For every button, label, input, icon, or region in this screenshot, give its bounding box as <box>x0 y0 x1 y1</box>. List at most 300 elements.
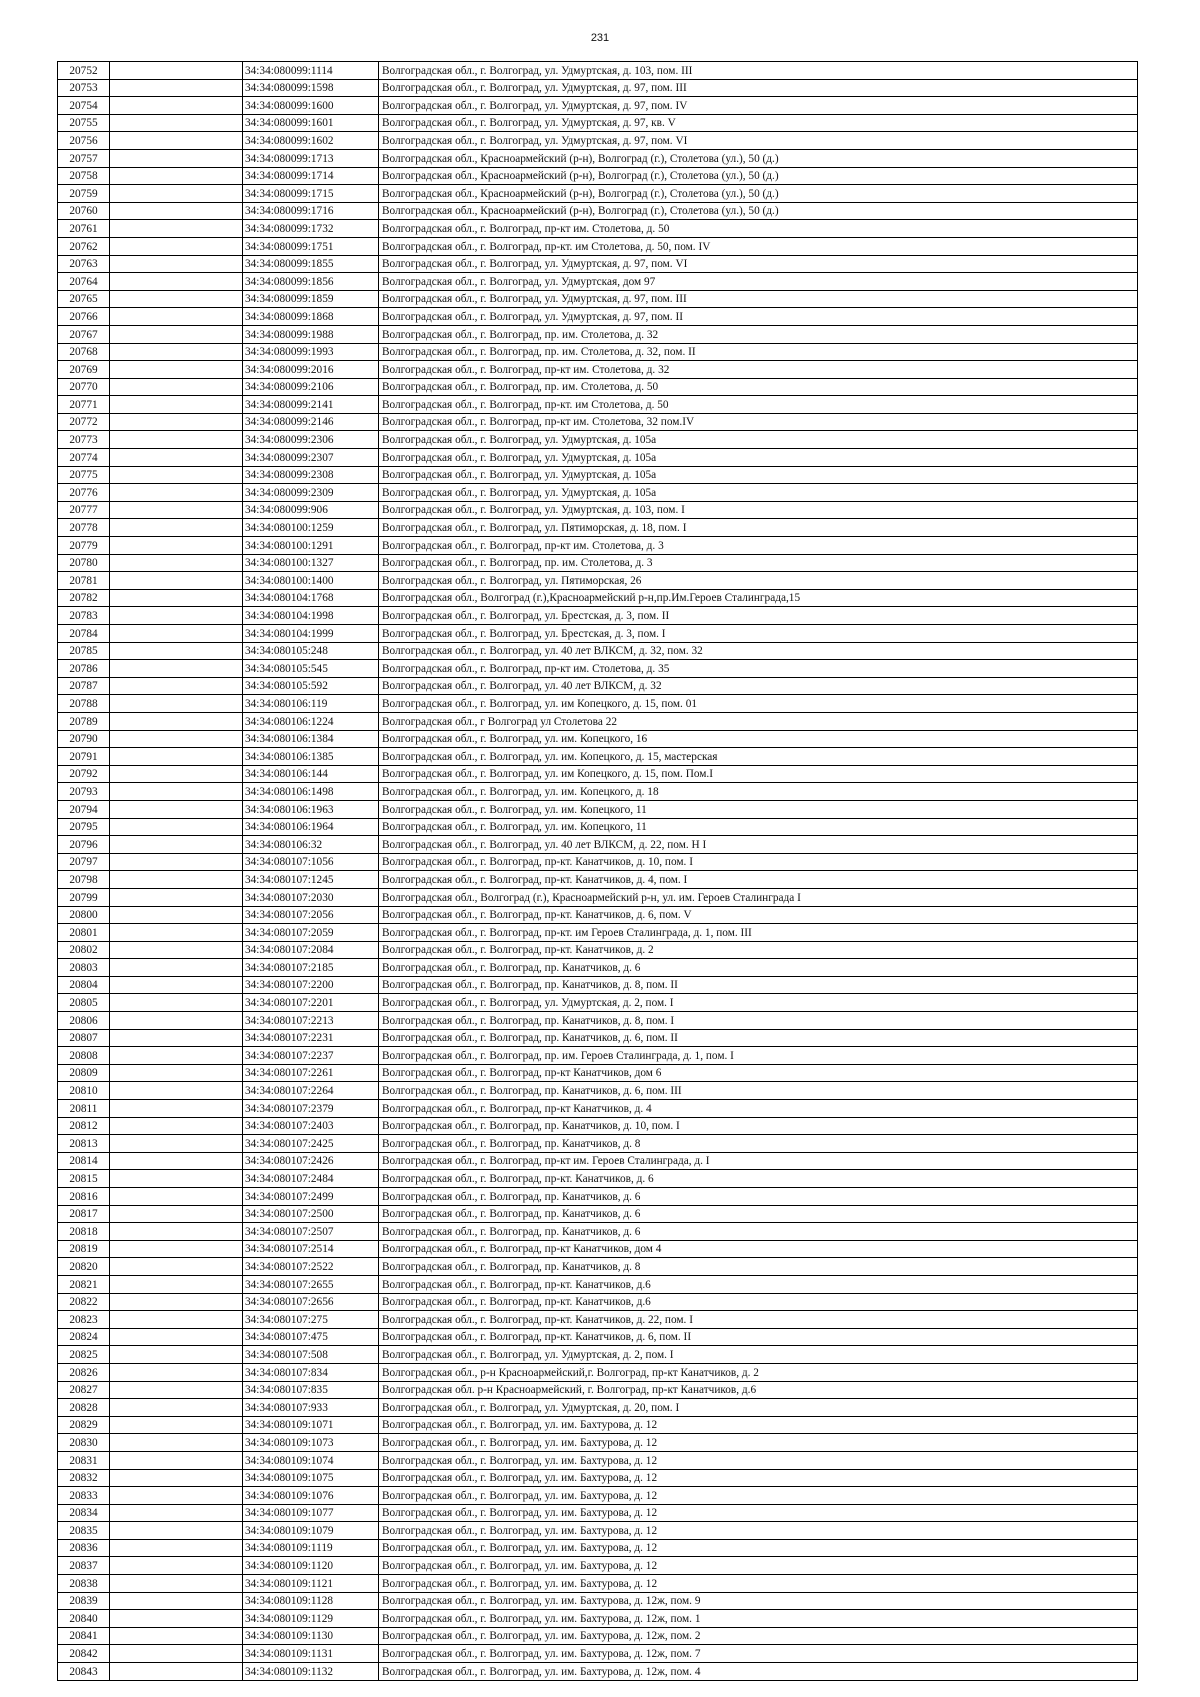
row-number-cell: 20822 <box>58 1293 110 1311</box>
cadastral-number-cell: 34:34:080099:2141 <box>243 396 379 414</box>
empty-cell <box>110 1592 243 1610</box>
address-cell: Волгоградская обл., р-н Красноармейский,г. Волгоград, пр-кт Канатчиков, д. 2 <box>379 1363 1138 1381</box>
row-number-cell: 20780 <box>58 554 110 572</box>
table-row <box>58 1451 1138 1469</box>
address-cell: Волгоградская обл., г. Волгоград, пр-кт им. Столетова, д. 3 <box>379 537 1138 555</box>
empty-cell <box>110 730 243 748</box>
empty-cell <box>110 1012 243 1030</box>
empty-cell <box>110 1451 243 1469</box>
address-cell: Волгоградская обл., г. Волгоград, ул. им. Бахтурова, д. 12ж, пом. 7 <box>379 1645 1138 1663</box>
row-number-cell: 20789 <box>58 712 110 730</box>
table-row <box>58 1575 1138 1593</box>
registry-table <box>57 61 1138 1681</box>
cadastral-number-cell: 34:34:080099:2308 <box>243 466 379 484</box>
empty-cell <box>110 343 243 361</box>
cadastral-number-cell: 34:34:080099:2016 <box>243 361 379 379</box>
cadastral-number-cell: 34:34:080107:275 <box>243 1311 379 1329</box>
cadastral-number-cell: 34:34:080099:1716 <box>243 202 379 220</box>
address-cell: Волгоградская обл., г. Волгоград, пр-кт им. Столетова, 32 пом.IV <box>379 413 1138 431</box>
empty-cell <box>110 1557 243 1575</box>
address-cell: Волгоградская обл., г. Волгоград, пр-кт Канатчиков, дом 6 <box>379 1064 1138 1082</box>
cadastral-number-cell: 34:34:080107:2403 <box>243 1117 379 1135</box>
empty-cell <box>110 361 243 379</box>
row-number-cell: 20809 <box>58 1064 110 1082</box>
row-number-cell: 20811 <box>58 1100 110 1118</box>
table-row <box>58 466 1138 484</box>
cadastral-number-cell: 34:34:080109:1075 <box>243 1469 379 1487</box>
address-cell: Волгоградская обл., г. Волгоград, ул. Удмуртская, д. 97, пом. II <box>379 308 1138 326</box>
row-number-cell: 20777 <box>58 501 110 519</box>
cadastral-number-cell: 34:34:080109:1071 <box>243 1416 379 1434</box>
cadastral-number-cell: 34:34:080107:933 <box>243 1399 379 1417</box>
cadastral-number-cell: 34:34:080107:2261 <box>243 1064 379 1082</box>
row-number-cell: 20785 <box>58 642 110 660</box>
row-number-cell: 20764 <box>58 273 110 291</box>
empty-cell <box>110 1029 243 1047</box>
table-row <box>58 1029 1138 1047</box>
empty-cell <box>110 1223 243 1241</box>
row-number-cell: 20760 <box>58 202 110 220</box>
cadastral-number-cell: 34:34:080106:1964 <box>243 818 379 836</box>
address-cell: Волгоградская обл., г. Волгоград, ул. Удмуртская, д. 2, пом. I <box>379 1346 1138 1364</box>
empty-cell <box>110 167 243 185</box>
row-number-cell: 20762 <box>58 237 110 255</box>
cadastral-number-cell: 34:34:080099:1598 <box>243 79 379 97</box>
empty-cell <box>110 1627 243 1645</box>
cadastral-number-cell: 34:34:080106:32 <box>243 836 379 854</box>
row-number-cell: 20833 <box>58 1487 110 1505</box>
row-number-cell: 20807 <box>58 1029 110 1047</box>
cadastral-number-cell: 34:34:080109:1121 <box>243 1575 379 1593</box>
address-cell: Волгоградская обл., г. Волгоград, пр. Канатчиков, д. 6 <box>379 959 1138 977</box>
empty-cell <box>110 484 243 502</box>
empty-cell <box>110 501 243 519</box>
empty-cell <box>110 1170 243 1188</box>
address-cell: Волгоградская обл., г. Волгоград, ул. им. Бахтурова, д. 12 <box>379 1504 1138 1522</box>
empty-cell <box>110 1399 243 1417</box>
empty-cell <box>110 1117 243 1135</box>
empty-cell <box>110 431 243 449</box>
table-row <box>58 1416 1138 1434</box>
empty-cell <box>110 325 243 343</box>
row-number-cell: 20779 <box>58 537 110 555</box>
address-cell: Волгоградская обл., г. Волгоград, пр-кт. Канатчиков, д. 10, пом. I <box>379 853 1138 871</box>
address-cell: Волгоградская обл., г. Волгоград, ул. им. Бахтурова, д. 12 <box>379 1434 1138 1452</box>
address-cell: Волгоградская обл., г. Волгоград, ул. Пятиморская, д. 18, пом. I <box>379 519 1138 537</box>
empty-cell <box>110 765 243 783</box>
cadastral-number-cell: 34:34:080107:2084 <box>243 941 379 959</box>
table-row <box>58 1047 1138 1065</box>
row-number-cell: 20770 <box>58 378 110 396</box>
empty-cell <box>110 924 243 942</box>
address-cell: Волгоградская обл., г. Волгоград, пр. Канатчиков, д. 8 <box>379 1258 1138 1276</box>
cadastral-number-cell: 34:34:080109:1076 <box>243 1487 379 1505</box>
address-cell: Волгоградская обл., г. Волгоград, пр-кт. Канатчиков, д. 2 <box>379 941 1138 959</box>
cadastral-number-cell: 34:34:080100:1291 <box>243 537 379 555</box>
table-row <box>58 1663 1138 1681</box>
registry-body <box>58 62 1138 1681</box>
cadastral-number-cell: 34:34:080099:2306 <box>243 431 379 449</box>
table-row <box>58 941 1138 959</box>
address-cell: Волгоградская обл., Красноармейский (р-н), Волгоград (г.), Столетова (ул.), 50 (д.) <box>379 149 1138 167</box>
address-cell: Волгоградская обл., г. Волгоград, пр. Канатчиков, д. 6, пом. III <box>379 1082 1138 1100</box>
table-row <box>58 132 1138 150</box>
cadastral-number-cell: 34:34:080109:1131 <box>243 1645 379 1663</box>
empty-cell <box>110 1610 243 1628</box>
cadastral-number-cell: 34:34:080099:1601 <box>243 114 379 132</box>
row-number-cell: 20756 <box>58 132 110 150</box>
cadastral-number-cell: 34:34:080109:1120 <box>243 1557 379 1575</box>
cadastral-number-cell: 34:34:080107:2237 <box>243 1047 379 1065</box>
empty-cell <box>110 625 243 643</box>
row-number-cell: 20803 <box>58 959 110 977</box>
table-row <box>58 976 1138 994</box>
cadastral-number-cell: 34:34:080106:1224 <box>243 712 379 730</box>
empty-cell <box>110 273 243 291</box>
address-cell: Волгоградская обл., г. Волгоград, пр-кт. Канатчиков, д. 4, пом. I <box>379 871 1138 889</box>
table-row <box>58 554 1138 572</box>
table-row <box>58 1311 1138 1329</box>
cadastral-number-cell: 34:34:080107:2201 <box>243 994 379 1012</box>
row-number-cell: 20768 <box>58 343 110 361</box>
address-cell: Волгоградская обл., г. Волгоград, пр-кт им. Столетова, д. 50 <box>379 220 1138 238</box>
table-row <box>58 361 1138 379</box>
cadastral-number-cell: 34:34:080107:2379 <box>243 1100 379 1118</box>
empty-cell <box>110 1135 243 1153</box>
table-row <box>58 1469 1138 1487</box>
row-number-cell: 20818 <box>58 1223 110 1241</box>
table-row <box>58 1293 1138 1311</box>
table-row <box>58 1557 1138 1575</box>
table-row <box>58 1240 1138 1258</box>
address-cell: Волгоградская обл., г. Волгоград, пр-кт. Канатчиков, д. 6 <box>379 1170 1138 1188</box>
address-cell: Волгоградская обл., г. Волгоград, пр. Канатчиков, д. 6 <box>379 1188 1138 1206</box>
address-cell: Волгоградская обл., г. Волгоград, пр. им. Столетова, д. 50 <box>379 378 1138 396</box>
cadastral-number-cell: 34:34:080099:1713 <box>243 149 379 167</box>
address-cell: Волгоградская обл., Красноармейский (р-н), Волгоград (г.), Столетова (ул.), 50 (д.) <box>379 167 1138 185</box>
table-row <box>58 308 1138 326</box>
row-number-cell: 20817 <box>58 1205 110 1223</box>
address-cell: Волгоградская обл., г. Волгоград, ул. Брестская, д. 3, пом. II <box>379 607 1138 625</box>
row-number-cell: 20754 <box>58 97 110 115</box>
cadastral-number-cell: 34:34:080107:2231 <box>243 1029 379 1047</box>
row-number-cell: 20786 <box>58 660 110 678</box>
cadastral-number-cell: 34:34:080107:1245 <box>243 871 379 889</box>
row-number-cell: 20771 <box>58 396 110 414</box>
address-cell: Волгоградская обл., г. Волгоград, ул. им. Копецкого, д. 18 <box>379 783 1138 801</box>
row-number-cell: 20772 <box>58 413 110 431</box>
table-row <box>58 413 1138 431</box>
cadastral-number-cell: 34:34:080099:1855 <box>243 255 379 273</box>
empty-cell <box>110 519 243 537</box>
empty-cell <box>110 79 243 97</box>
table-row <box>58 783 1138 801</box>
cadastral-number-cell: 34:34:080106:1384 <box>243 730 379 748</box>
table-row <box>58 607 1138 625</box>
table-row <box>58 255 1138 273</box>
cadastral-number-cell: 34:34:080105:545 <box>243 660 379 678</box>
row-number-cell: 20774 <box>58 449 110 467</box>
address-cell: Волгоградская обл., Волгоград (г.), Красноармейский р-н, ул. им. Героев Сталинграда I <box>379 888 1138 906</box>
row-number-cell: 20763 <box>58 255 110 273</box>
address-cell: Волгоградская обл., г. Волгоград, ул. им. Бахтурова, д. 12ж, пом. 4 <box>379 1663 1138 1681</box>
address-cell: Волгоградская обл., г. Волгоград, ул. Удмуртская, д. 105а <box>379 484 1138 502</box>
row-number-cell: 20795 <box>58 818 110 836</box>
empty-cell <box>110 1188 243 1206</box>
address-cell: Волгоградская обл., г. Волгоград, ул. Удмуртская, д. 97, пом. IV <box>379 97 1138 115</box>
empty-cell <box>110 255 243 273</box>
empty-cell <box>110 62 243 80</box>
empty-cell <box>110 554 243 572</box>
cadastral-number-cell: 34:34:080107:2200 <box>243 976 379 994</box>
row-number-cell: 20812 <box>58 1117 110 1135</box>
empty-cell <box>110 853 243 871</box>
table-row <box>58 1346 1138 1364</box>
table-row <box>58 871 1138 889</box>
row-number-cell: 20776 <box>58 484 110 502</box>
empty-cell <box>110 202 243 220</box>
cadastral-number-cell: 34:34:080104:1768 <box>243 589 379 607</box>
table-row <box>58 97 1138 115</box>
table-row <box>58 1627 1138 1645</box>
table-row <box>58 79 1138 97</box>
row-number-cell: 20761 <box>58 220 110 238</box>
cadastral-number-cell: 34:34:080107:1056 <box>243 853 379 871</box>
table-row <box>58 1610 1138 1628</box>
address-cell: Волгоградская обл., г Волгоград ул Столетова 22 <box>379 712 1138 730</box>
table-row <box>58 1012 1138 1030</box>
table-row <box>58 730 1138 748</box>
cadastral-number-cell: 34:34:080107:2213 <box>243 1012 379 1030</box>
cadastral-number-cell: 34:34:080109:1128 <box>243 1592 379 1610</box>
table-row <box>58 185 1138 203</box>
row-number-cell: 20813 <box>58 1135 110 1153</box>
address-cell: Волгоградская обл., г. Волгоград, пр. Канатчиков, д. 6 <box>379 1205 1138 1223</box>
row-number-cell: 20753 <box>58 79 110 97</box>
empty-cell <box>110 589 243 607</box>
address-cell: Волгоградская обл., г. Волгоград, пр. Канатчиков, д. 6 <box>379 1223 1138 1241</box>
row-number-cell: 20796 <box>58 836 110 854</box>
table-row <box>58 836 1138 854</box>
table-row <box>58 149 1138 167</box>
row-number-cell: 20815 <box>58 1170 110 1188</box>
row-number-cell: 20802 <box>58 941 110 959</box>
cadastral-number-cell: 34:34:080109:1074 <box>243 1451 379 1469</box>
empty-cell <box>110 994 243 1012</box>
cadastral-number-cell: 34:34:080099:906 <box>243 501 379 519</box>
cadastral-number-cell: 34:34:080107:508 <box>243 1346 379 1364</box>
empty-cell <box>110 888 243 906</box>
address-cell: Волгоградская обл., г. Волгоград, ул. Удмуртская, д. 97, пом. VI <box>379 255 1138 273</box>
address-cell: Волгоградская обл., г. Волгоград, пр. им. Героев Сталинграда, д. 1, пом. I <box>379 1047 1138 1065</box>
row-number-cell: 20842 <box>58 1645 110 1663</box>
empty-cell <box>110 1047 243 1065</box>
empty-cell <box>110 1064 243 1082</box>
table-row <box>58 1539 1138 1557</box>
row-number-cell: 20800 <box>58 906 110 924</box>
address-cell: Волгоградская обл., г. Волгоград, ул. Удмуртская, д. 105а <box>379 449 1138 467</box>
empty-cell <box>110 1575 243 1593</box>
empty-cell <box>110 783 243 801</box>
empty-cell <box>110 818 243 836</box>
cadastral-number-cell: 34:34:080106:1963 <box>243 800 379 818</box>
cadastral-number-cell: 34:34:080105:592 <box>243 677 379 695</box>
empty-cell <box>110 1346 243 1364</box>
address-cell: Волгоградская обл., Красноармейский (р-н), Волгоград (г.), Столетова (ул.), 50 (д.) <box>379 202 1138 220</box>
address-cell: Волгоградская обл., г. Волгоград, пр-кт Канатчиков, д. 4 <box>379 1100 1138 1118</box>
address-cell: Волгоградская обл., г. Волгоград, ул. им Копецкого, д. 15, пом. 01 <box>379 695 1138 713</box>
table-row <box>58 431 1138 449</box>
empty-cell <box>110 132 243 150</box>
empty-cell <box>110 1205 243 1223</box>
address-cell: Волгоградская обл., Красноармейский (р-н), Волгоград (г.), Столетова (ул.), 50 (д.) <box>379 185 1138 203</box>
address-cell: Волгоградская обл., г. Волгоград, пр. Канатчиков, д. 6, пом. II <box>379 1029 1138 1047</box>
cadastral-number-cell: 34:34:080107:2426 <box>243 1152 379 1170</box>
row-number-cell: 20821 <box>58 1275 110 1293</box>
cadastral-number-cell: 34:34:080099:1714 <box>243 167 379 185</box>
row-number-cell: 20755 <box>58 114 110 132</box>
empty-cell <box>110 114 243 132</box>
empty-cell <box>110 1645 243 1663</box>
cadastral-number-cell: 34:34:080106:144 <box>243 765 379 783</box>
address-cell: Волгоградская обл., г. Волгоград, ул. Удмуртская, д. 97, пом. VI <box>379 132 1138 150</box>
table-row <box>58 378 1138 396</box>
row-number-cell: 20805 <box>58 994 110 1012</box>
table-row <box>58 1188 1138 1206</box>
table-row <box>58 1258 1138 1276</box>
empty-cell <box>110 149 243 167</box>
empty-cell <box>110 1522 243 1540</box>
row-number-cell: 20840 <box>58 1610 110 1628</box>
table-row <box>58 1275 1138 1293</box>
cadastral-number-cell: 34:34:080099:1988 <box>243 325 379 343</box>
table-row <box>58 343 1138 361</box>
row-number-cell: 20781 <box>58 572 110 590</box>
address-cell: Волгоградская обл., г. Волгоград, пр-кт. Канатчиков, д.6 <box>379 1293 1138 1311</box>
table-row <box>58 888 1138 906</box>
table-row <box>58 800 1138 818</box>
table-row <box>58 589 1138 607</box>
row-number-cell: 20828 <box>58 1399 110 1417</box>
address-cell: Волгоградская обл., г. Волгоград, ул. Удмуртская, д. 97, пом. III <box>379 290 1138 308</box>
empty-cell <box>110 237 243 255</box>
row-number-cell: 20769 <box>58 361 110 379</box>
address-cell: Волгоградская обл., г. Волгоград, ул. 40 лет ВЛКСМ, д. 22, пом. Н I <box>379 836 1138 854</box>
cadastral-number-cell: 34:34:080107:2500 <box>243 1205 379 1223</box>
address-cell: Волгоградская обл., г. Волгоград, пр-кт Канатчиков, дом 4 <box>379 1240 1138 1258</box>
address-cell: Волгоградская обл., г. Волгоград, пр-кт. Канатчиков, д. 6, пом. II <box>379 1328 1138 1346</box>
row-number-cell: 20836 <box>58 1539 110 1557</box>
row-number-cell: 20775 <box>58 466 110 484</box>
table-row <box>58 202 1138 220</box>
address-cell: Волгоградская обл., г. Волгоград, пр-кт. Канатчиков, д. 6, пом. V <box>379 906 1138 924</box>
row-number-cell: 20841 <box>58 1627 110 1645</box>
cadastral-number-cell: 34:34:080099:1715 <box>243 185 379 203</box>
row-number-cell: 20778 <box>58 519 110 537</box>
table-row <box>58 167 1138 185</box>
empty-cell <box>110 941 243 959</box>
address-cell: Волгоградская обл., г. Волгоград, ул. Удмуртская, дом 97 <box>379 273 1138 291</box>
address-cell: Волгоградская обл., г. Волгоград, ул. Удмуртская, д. 97, кв. V <box>379 114 1138 132</box>
row-number-cell: 20784 <box>58 625 110 643</box>
row-number-cell: 20810 <box>58 1082 110 1100</box>
row-number-cell: 20801 <box>58 924 110 942</box>
table-row <box>58 237 1138 255</box>
table-row <box>58 1592 1138 1610</box>
table-row <box>58 325 1138 343</box>
table-row <box>58 1223 1138 1241</box>
address-cell: Волгоградская обл., г. Волгоград, ул. им Копецкого, д. 15, пом. Пом.I <box>379 765 1138 783</box>
address-cell: Волгоградская обл., г. Волгоград, ул. Удмуртская, д. 105а <box>379 466 1138 484</box>
row-number-cell: 20793 <box>58 783 110 801</box>
row-number-cell: 20825 <box>58 1346 110 1364</box>
address-cell: Волгоградская обл., г. Волгоград, пр. Канатчиков, д. 8, пом. II <box>379 976 1138 994</box>
row-number-cell: 20819 <box>58 1240 110 1258</box>
address-cell: Волгоградская обл., г. Волгоград, пр-кт им. Столетова, д. 35 <box>379 660 1138 678</box>
address-cell: Волгоградская обл., г. Волгоград, пр-кт. Канатчиков, д. 22, пом. I <box>379 1311 1138 1329</box>
address-cell: Волгоградская обл., г. Волгоград, ул. им. Бахтурова, д. 12 <box>379 1557 1138 1575</box>
empty-cell <box>110 1663 243 1681</box>
cadastral-number-cell: 34:34:080109:1130 <box>243 1627 379 1645</box>
table-row <box>58 572 1138 590</box>
table-row <box>58 1135 1138 1153</box>
row-number-cell: 20758 <box>58 167 110 185</box>
row-number-cell: 20835 <box>58 1522 110 1540</box>
row-number-cell: 20831 <box>58 1451 110 1469</box>
cadastral-number-cell: 34:34:080100:1259 <box>243 519 379 537</box>
cadastral-number-cell: 34:34:080107:2514 <box>243 1240 379 1258</box>
table-row <box>58 853 1138 871</box>
cadastral-number-cell: 34:34:080099:2307 <box>243 449 379 467</box>
address-cell: Волгоградская обл., г. Волгоград, ул. им. Бахтурова, д. 12 <box>379 1539 1138 1557</box>
table-row <box>58 712 1138 730</box>
address-cell: Волгоградская обл., г. Волгоград, ул. им. Копецкого, 11 <box>379 818 1138 836</box>
address-cell: Волгоградская обл., г. Волгоград, ул. Удмуртская, д. 2, пом. I <box>379 994 1138 1012</box>
address-cell: Волгоградская обл., г. Волгоград, ул. им. Бахтурова, д. 12 <box>379 1416 1138 1434</box>
table-row <box>58 1434 1138 1452</box>
table-row <box>58 765 1138 783</box>
empty-cell <box>110 642 243 660</box>
table-row <box>58 1328 1138 1346</box>
empty-cell <box>110 1434 243 1452</box>
table-row <box>58 677 1138 695</box>
empty-cell <box>110 1469 243 1487</box>
row-number-cell: 20843 <box>58 1663 110 1681</box>
cadastral-number-cell: 34:34:080107:2499 <box>243 1188 379 1206</box>
empty-cell <box>110 1381 243 1399</box>
empty-cell <box>110 836 243 854</box>
cadastral-number-cell: 34:34:080106:119 <box>243 695 379 713</box>
row-number-cell: 20759 <box>58 185 110 203</box>
table-row <box>58 994 1138 1012</box>
cadastral-number-cell: 34:34:080104:1999 <box>243 625 379 643</box>
empty-cell <box>110 220 243 238</box>
empty-cell <box>110 976 243 994</box>
empty-cell <box>110 1240 243 1258</box>
table-row <box>58 114 1138 132</box>
row-number-cell: 20837 <box>58 1557 110 1575</box>
empty-cell <box>110 1504 243 1522</box>
row-number-cell: 20757 <box>58 149 110 167</box>
address-cell: Волгоградская обл., г. Волгоград, ул. им. Бахтурова, д. 12 <box>379 1522 1138 1540</box>
cadastral-number-cell: 34:34:080109:1129 <box>243 1610 379 1628</box>
table-row <box>58 695 1138 713</box>
empty-cell <box>110 1487 243 1505</box>
cadastral-number-cell: 34:34:080107:2656 <box>243 1293 379 1311</box>
address-cell: Волгоградская обл., г. Волгоград, ул. им. Бахтурова, д. 12 <box>379 1575 1138 1593</box>
table-row <box>58 484 1138 502</box>
row-number-cell: 20823 <box>58 1311 110 1329</box>
